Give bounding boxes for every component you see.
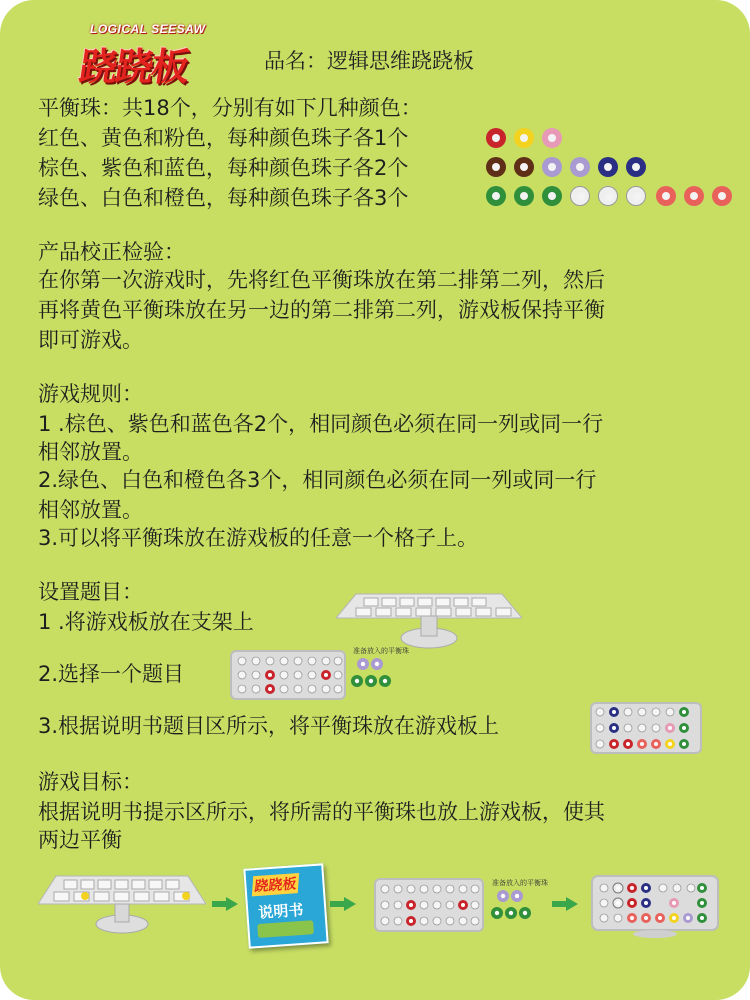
calibration-line-1: 在你第一次游戏时，先将红色平衡珠放在第二排第二列，然后 bbox=[38, 268, 605, 292]
calibration-line-3: 即可游戏。 bbox=[38, 328, 143, 352]
goal-heading: 游戏目标： bbox=[38, 770, 143, 794]
rule-2: 2.绿色、白色和橙色各3个，相同颜色必须在同一列或同一行 bbox=[38, 468, 597, 492]
solved-board-image bbox=[590, 872, 720, 938]
manual-cover-art bbox=[257, 920, 314, 938]
green-bead-icon bbox=[486, 186, 506, 206]
calibration-line-2: 再将黄色平衡珠放在另一边的第二排第二列，游戏板保持平衡 bbox=[38, 298, 605, 322]
rules-heading: 游戏规则： bbox=[38, 382, 143, 406]
manual-title: 跷跷板 bbox=[252, 873, 299, 896]
arrow-right-icon bbox=[330, 897, 356, 911]
purple-bead-icon bbox=[542, 157, 562, 177]
rule-3: 3.可以将平衡珠放在游戏板的任意一个格子上。 bbox=[38, 526, 479, 550]
beads-line-1: 红色、黄色和粉色，每种颜色珠子各1个 bbox=[38, 126, 409, 150]
rule-1-cont: 相邻放置。 bbox=[38, 440, 143, 464]
orange-bead-icon bbox=[656, 186, 676, 206]
calibration-heading: 产品校正检验： bbox=[38, 240, 185, 264]
rule-1: 1 .棕色、紫色和蓝色各2个，相同颜色必须在同一列或同一行 bbox=[38, 412, 604, 436]
white-bead-icon bbox=[598, 186, 618, 206]
manual-subtitle: 说明书 bbox=[257, 900, 304, 922]
red-bead-icon bbox=[486, 128, 506, 148]
board-grid bbox=[376, 880, 482, 930]
pink-bead-icon bbox=[542, 128, 562, 148]
logo-chinese: 跷跷板 bbox=[76, 45, 191, 89]
seesaw-on-stand-image bbox=[336, 588, 522, 650]
blue-bead-icon bbox=[626, 157, 646, 177]
puzzle-board-image bbox=[374, 878, 484, 932]
white-bead-icon bbox=[570, 186, 590, 206]
orange-bead-icon bbox=[684, 186, 704, 206]
setup-step-1: 1 .将游戏板放在支架上 bbox=[38, 610, 254, 634]
goal-line-2: 两边平衡 bbox=[38, 828, 122, 852]
ready-beads-label: 准备放入的平衡珠 bbox=[353, 647, 409, 655]
ready-beads-image bbox=[490, 888, 536, 922]
green-bead-icon bbox=[514, 186, 534, 206]
setup-step-3: 3.根据说明书题目区所示，将平衡珠放在游戏板上 bbox=[38, 714, 500, 738]
brown-bead-icon bbox=[514, 157, 534, 177]
white-bead-icon bbox=[626, 186, 646, 206]
beads-line-2: 棕色、紫色和蓝色，每种颜色珠子各2个 bbox=[38, 156, 409, 180]
yellow-bead-icon bbox=[514, 128, 534, 148]
blue-bead-icon bbox=[598, 157, 618, 177]
product-name: 品名：逻辑思维跷跷板 bbox=[264, 49, 474, 73]
green-bead-icon bbox=[542, 186, 562, 206]
brown-bead-icon bbox=[486, 157, 506, 177]
orange-bead-icon bbox=[712, 186, 732, 206]
beads-heading: 平衡珠：共18个，分别有如下几种颜色： bbox=[38, 96, 422, 120]
ready-beads-label: 准备放入的平衡珠 bbox=[492, 879, 548, 887]
puzzle-board-image bbox=[230, 650, 346, 700]
setup-heading: 设置题目： bbox=[38, 580, 143, 604]
filled-board-image bbox=[590, 702, 702, 754]
seesaw-start-image bbox=[38, 872, 206, 934]
arrow-right-icon bbox=[212, 897, 238, 911]
ready-beads-image bbox=[350, 656, 396, 690]
arrow-right-icon bbox=[552, 897, 578, 911]
logo-english: LOGICAL SEESAW bbox=[90, 22, 206, 36]
setup-step-2: 2.选择一个题目 bbox=[38, 662, 185, 686]
brand-logo bbox=[76, 22, 215, 89]
beads-line-3: 绿色、白色和橙色，每种颜色珠子各3个 bbox=[38, 186, 409, 210]
rule-2-cont: 相邻放置。 bbox=[38, 498, 143, 522]
purple-bead-icon bbox=[570, 157, 590, 177]
instruction-manual-image bbox=[243, 863, 328, 948]
board-grid bbox=[232, 652, 344, 698]
goal-line-1: 根据说明书提示区所示，将所需的平衡珠也放上游戏板，使其 bbox=[38, 800, 605, 824]
filled-board-grid bbox=[592, 704, 700, 752]
